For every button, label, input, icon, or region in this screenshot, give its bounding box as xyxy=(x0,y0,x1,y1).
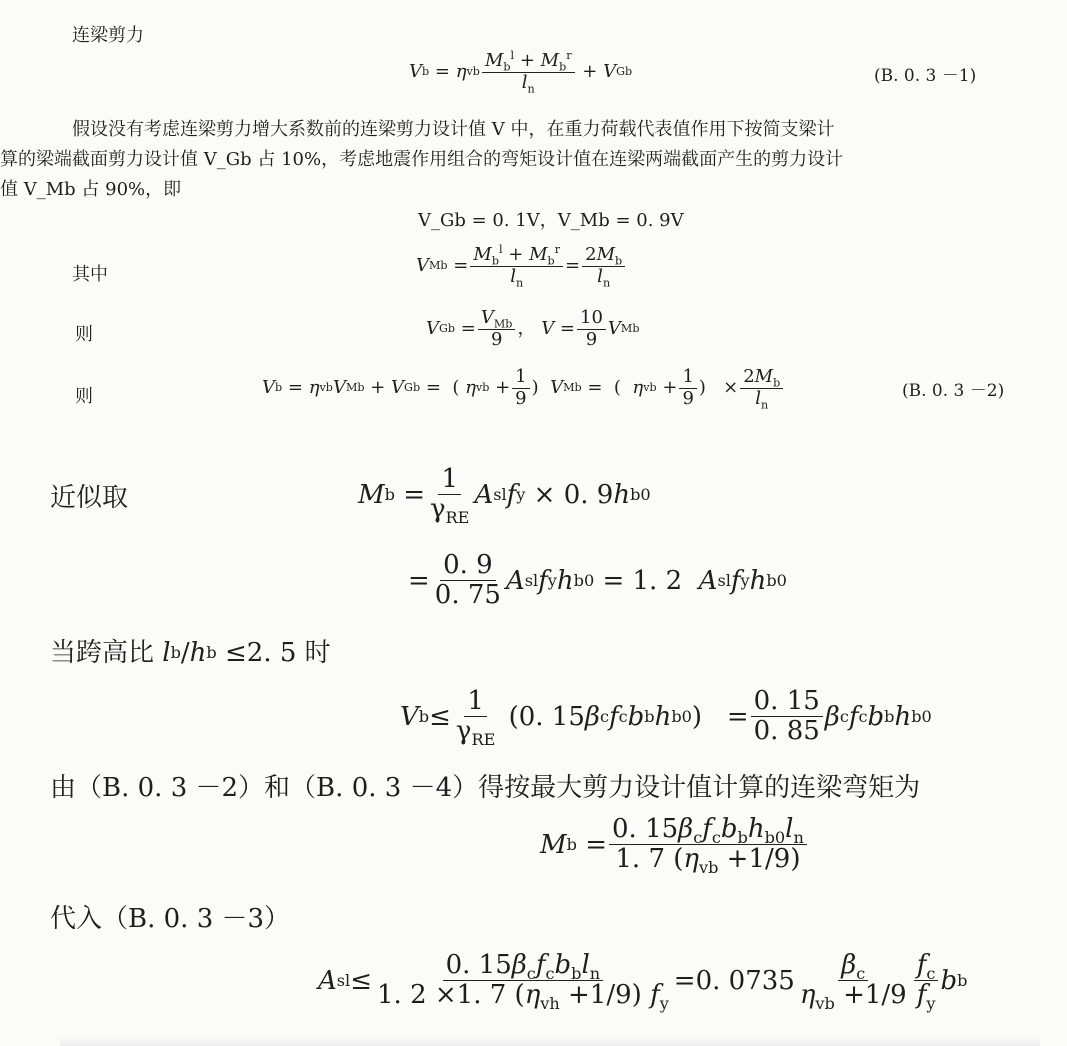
equation-mb-2: = $\frac{0. 9}{0. 75}$ A sl f y h b0 = 1. 2 A sl f y h b0 xyxy=(408,550,787,611)
equation-vb-limit: V b ≤ $\frac{1}{\gamma_{RE}}$ (0. 15 β c f c b b h b0 ) = $\frac{0. 15}{0. 85}$ β c f c b b h b0 xyxy=(400,686,932,750)
equation-tag-b031: (B. 0. 3 －1) xyxy=(874,66,977,86)
equation-b032: V b = η vb V Mb + V Gb = ( η vb + $\frac{1}{9}$ ) V Mb = ( η vb + $\frac{1}{9}$ ) × $\frac{2M_b}{l_n}$ xyxy=(262,368,785,409)
equation-b031: V b = η vb $\frac{M_b^l + M_b^r}{l_n}$ + V Gb xyxy=(409,49,633,96)
paragraph-line-1: 假设没有考虑连梁剪力增大系数前的连梁剪力设计值 V 中，在重力荷载代表值作用下按简支梁计 xyxy=(72,119,835,140)
label-then-1: 则 xyxy=(75,324,93,345)
paragraph-line-3: 值 V_Mb 占 90%，即 xyxy=(0,179,182,200)
heading-shear: 连梁剪力 xyxy=(72,25,144,46)
equation-tag-b032: (B. 0. 3 －2) xyxy=(902,381,1005,401)
label-where: 其中 xyxy=(72,264,108,285)
paragraph-line-2: 算的梁端截面剪力设计值 V_Gb 占 10%，考虑地震作用组合的弯矩设计值在连梁两端截面产生的剪力设计 xyxy=(0,149,844,170)
sentence-substitute: 代入（B. 0. 3 －3） xyxy=(50,904,291,934)
equation-mb-1: M b = $\frac{1}{\gamma_{RE}}$ A sl f y × 0. 9 h b0 xyxy=(358,464,651,528)
sentence-mb-derivation: 由（B. 0. 3 －2）和（B. 0. 3 －4）得按最大剪力设计值计算的连梁弯矩为 xyxy=(50,773,921,803)
paragraph-assumption xyxy=(0,115,1040,205)
equation-mb-result: M b = $\frac{0. 15\beta_cf_cb_bh_{b0}l_n}{1. 7 (\eta_{vb} +1/9)}$ xyxy=(540,816,809,874)
equation-shear-split: V_Gb = 0. 1V，V_Mb = 0. 9V xyxy=(418,210,684,231)
equation-vmb: V Mb = $\frac{M_b^l + M_b^r}{l_n}$ = $\frac{2M_b}{l_n}$ xyxy=(416,246,627,287)
label-then-2: 则 xyxy=(75,386,93,407)
equation-asl: A sl ≤ $\frac{0. 15\beta_cf_cb_bl_n}{1. 2 \times 1. 7 (\eta_{vh} +1/9) f_y}$ =0. 0735 $\frac{\beta_c}{\eta_{vb} +1/9}$ $\frac{f_c}{f_y}$ b b xyxy=(318,950,968,1014)
label-approx: 近似取 xyxy=(50,483,129,513)
page-cut-edge xyxy=(60,1036,1040,1046)
condition-span-ratio: 当跨高比 l b / h b ≤2. 5 时 xyxy=(50,638,331,668)
equation-vgb: V Gb = $\frac{V_{Mb}}{9}$ ， V = $\frac{10}{9}$ V Mb xyxy=(426,307,640,350)
